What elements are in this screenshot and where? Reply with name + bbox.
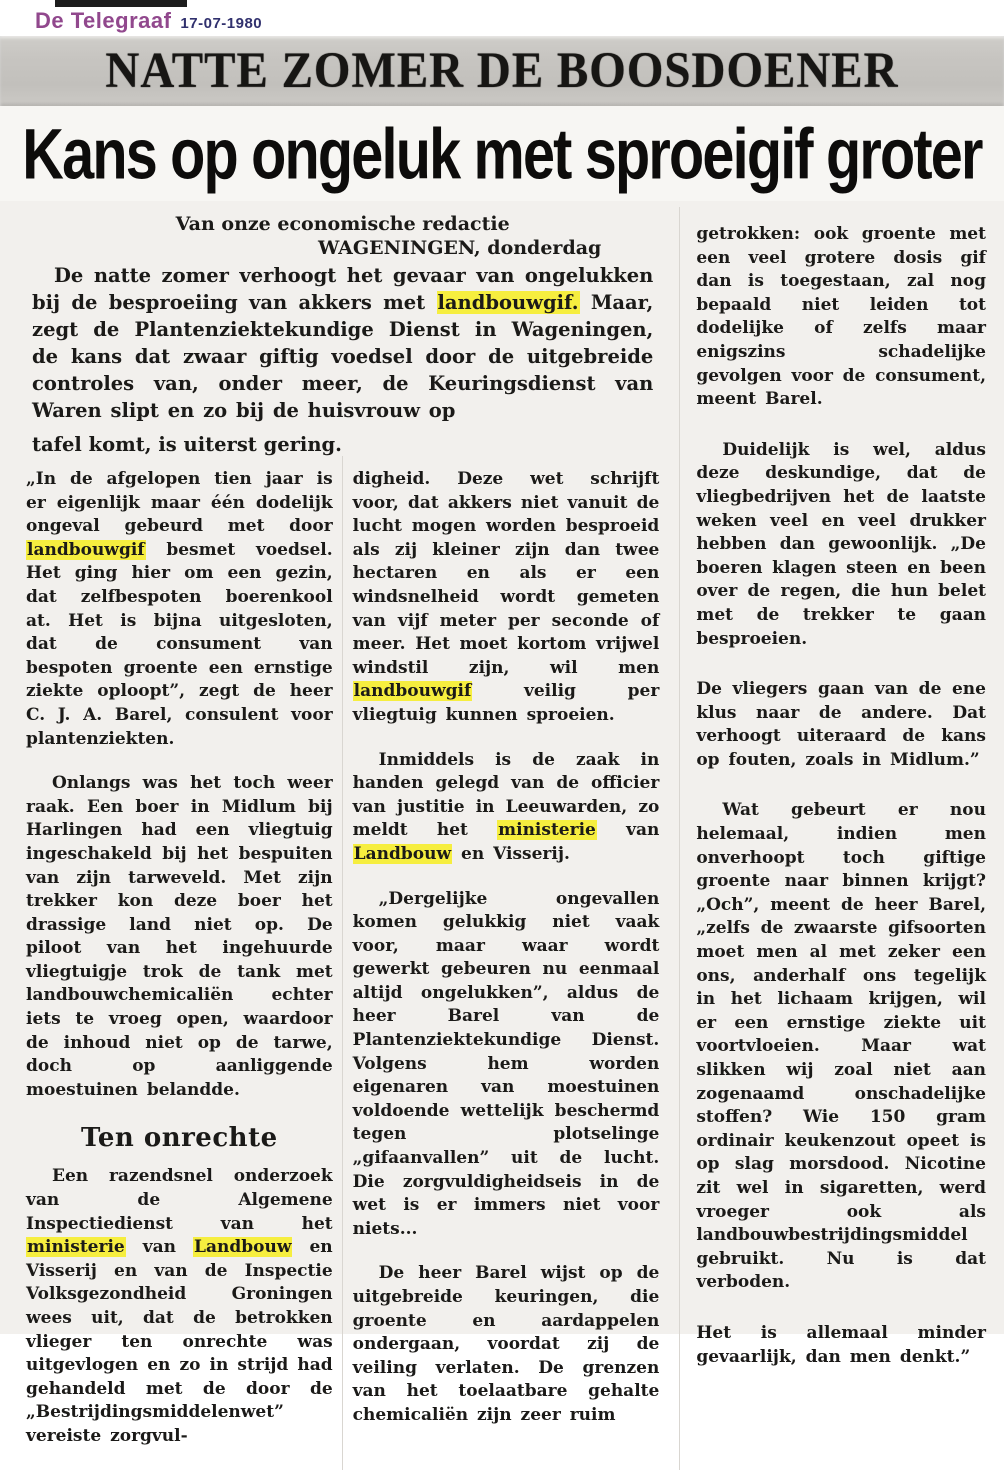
text-segment: „In de afgelopen tien jaar is er eigenlijk maar één dodelijk ongeval gebeurd met door — [26, 469, 333, 537]
column-2 — [353, 456, 660, 1470]
text-segment: De natte zomer verhoogt het gevaar van ongelukken bij de besproeiing van akkers met — [32, 264, 654, 314]
text-segment: Maar, zegt de Plantenziektekundige Dienst in Wageningen, de kans dat zwaar giftig voedsel door de uitgebreide controles van, onder meer, de Keuringsdienst van Waren slipt en zo bij de huisvrouw op — [32, 291, 654, 422]
text-segment: Wat gebeurt er nou helemaal, indien men onverhoopt toch giftige groente naar binnen krijgt? „Och”, meent de heer Barel, „zelfs de zwaarste gifsoorten moet men al met zeker een ons, anderhalf ons tegelijk in het lichaam krijgen, wil er een ernstige ziekte uit voortvloeien. Maar wat slikken wij zoal niet aan zogenaamd onschadelijke stoffen? Wie 150 gram ordinair keukenzout opeet is op slag morsdood. Nicotine zit wel in sigaretten, werd vroeger ook als landbouwbestrijdingsmiddel gebruikt. Nu is dat verboden. — [696, 800, 986, 1293]
clipping-date: 17-07-1980 — [180, 15, 263, 32]
paragraph — [696, 799, 986, 1294]
paragraph — [26, 772, 333, 1102]
highlighted-text: landbouwgif — [27, 539, 145, 560]
text-segment: Duidelijk is wel, aldus deze deskundige, dat de vliegbedrijven het de laatste weken veel en veel drukker hebben dan gewoonlijk. „De boeren klagen steen en been over de regen, die hun belet met de trekker te gaan besproeien. — [696, 439, 986, 649]
paragraph — [353, 749, 660, 867]
text-segment: besmet voedsel. Het ging hier om een gezin, dat zelfbespoten boerenkool at. Het is bijna uitgesloten, dat de consument van bespoten groente een ernstige ziekte oploopt”, zegt de heer C. J. A. Barel, consulent voor plantenziekten. — [26, 539, 333, 749]
text-segment: veilig per vliegtuig kunnen sproeien. — [352, 681, 660, 725]
paragraph — [26, 1165, 333, 1448]
paragraph — [353, 468, 660, 728]
highlighted-text: landbouwgif — [353, 681, 472, 702]
column-3 — [679, 207, 986, 1470]
scan-artifact-bar — [55, 0, 187, 7]
text-segment: van — [125, 1237, 194, 1258]
text-segment: De heer Barel wijst op de uitgebreide keuringen, die groente en aardappelen ondergaan, voordat zij de veiling verlaten. De grenzen van het toelaatbare gehalte chemicaliën zijn zeer ruim — [352, 1263, 660, 1425]
paragraph — [696, 439, 986, 651]
kicker-banner — [0, 36, 1004, 106]
text-segment: „Dergelijke ongevallen komen gelukkig niet vaak voor, maar waar wordt gewerkt gebeuren nu eenmaal altijd ongelukken”, aldus de heer Barel van de Plantenziektekundige Dienst. Volgens hem worden eigenaren van moestuinen voldoende wettelijk beschermd tegen plotselinge „gifaanvallen” uit de lucht. Die zorgvuldigheidseis in de wet is er immers niet voor niets... — [352, 888, 660, 1239]
paragraph — [696, 223, 986, 412]
text-segment: Onlangs was het toch weer raak. Een boer in Midlum bij Harlingen had een vliegtuig ingeschakeld bij het bespuiten van zijn tarweveld. Met zijn trekker kon deze boer het drassige land niet op. De piloot van het ingehuurde vliegtuigje trok de tank met landbouwchemicaliën echter iets te vroeg open, waardoor de inhoud niet op de tarwe, doch op aanliggende moestuinen belandde. — [26, 773, 333, 1100]
byline: Van onze economische redactie — [175, 213, 510, 235]
column-1 — [26, 456, 333, 1470]
intro-paragraph — [32, 262, 653, 424]
paragraph — [26, 468, 333, 751]
text-segment: Een razendsnel onderzoek van de Algemene Inspectiedienst van het — [26, 1166, 333, 1234]
masthead — [0, 0, 1004, 36]
article-body — [0, 201, 1004, 1446]
headline-strip — [0, 106, 1004, 201]
intro-tail: tafel komt, is uiterst gering. — [32, 433, 342, 456]
text-segment: en Visserij. — [452, 843, 570, 864]
kicker-title: NATTE ZOMER DE BOOSDOENER — [105, 42, 899, 100]
intro-block — [26, 207, 659, 456]
headline: Kans op ongeluk met sproeigif groter — [22, 113, 982, 194]
text-segment: van — [596, 820, 660, 841]
highlighted-text: ministerie — [27, 1237, 125, 1258]
paragraph — [696, 678, 986, 772]
text-segment: De vliegers gaan van de ene klus naar de andere. Dat verhoogt uiteraard de kans op fouten, zoals in Midlum.” — [696, 679, 986, 770]
dateline: WAGENINGEN, donderdag — [318, 237, 602, 259]
newspaper-name: De Telegraaf — [35, 8, 172, 33]
highlighted-text: Landbouw — [194, 1237, 292, 1258]
text-segment: Inmiddels is de zaak in handen gelegd van de officier van justitie in Leeuwarden, zo meldt het — [352, 749, 660, 841]
highlighted-text: Landbouw — [353, 843, 452, 864]
highlighted-text: landbouwgif. — [437, 291, 579, 314]
text-segment: Ten onrechte — [81, 1123, 278, 1154]
text-segment: en Visserij en van de Inspectie Volksgezondheid Groningen wees uit, dat de betrokken vlieger ten onrechte was uitgevlogen en zo in strijd had gehandeld met de door de „Bestrijdingsmiddelenwet” vereiste zorgvul- — [26, 1237, 333, 1446]
highlighted-text: ministerie — [498, 820, 596, 841]
text-segment: getrokken: ook groente met een veel grotere dosis gif dan is toegestaan, zal nog bepaald niet leiden tot dodelijke of zelfs maar enigszins schadelijke gevolgen voor de consument, meent Barel. — [696, 224, 986, 410]
section-heading — [26, 1123, 333, 1153]
text-segment: Het is allemaal minder gevaarlijk, dan men denkt.” — [696, 1322, 986, 1367]
paragraph — [353, 1262, 660, 1427]
paragraph — [696, 1322, 986, 1369]
text-segment: digheid. Deze wet schrijft voor, dat akkers niet vanuit de lucht mogen worden besproeid als zij kleiner zijn dan twee hectaren en als er een windsnelheid wordt gemeten van vijf meter per seconde of meer. Het moet kortom vrijwel windstil zijn, wil men — [352, 469, 660, 678]
paragraph — [353, 888, 660, 1242]
